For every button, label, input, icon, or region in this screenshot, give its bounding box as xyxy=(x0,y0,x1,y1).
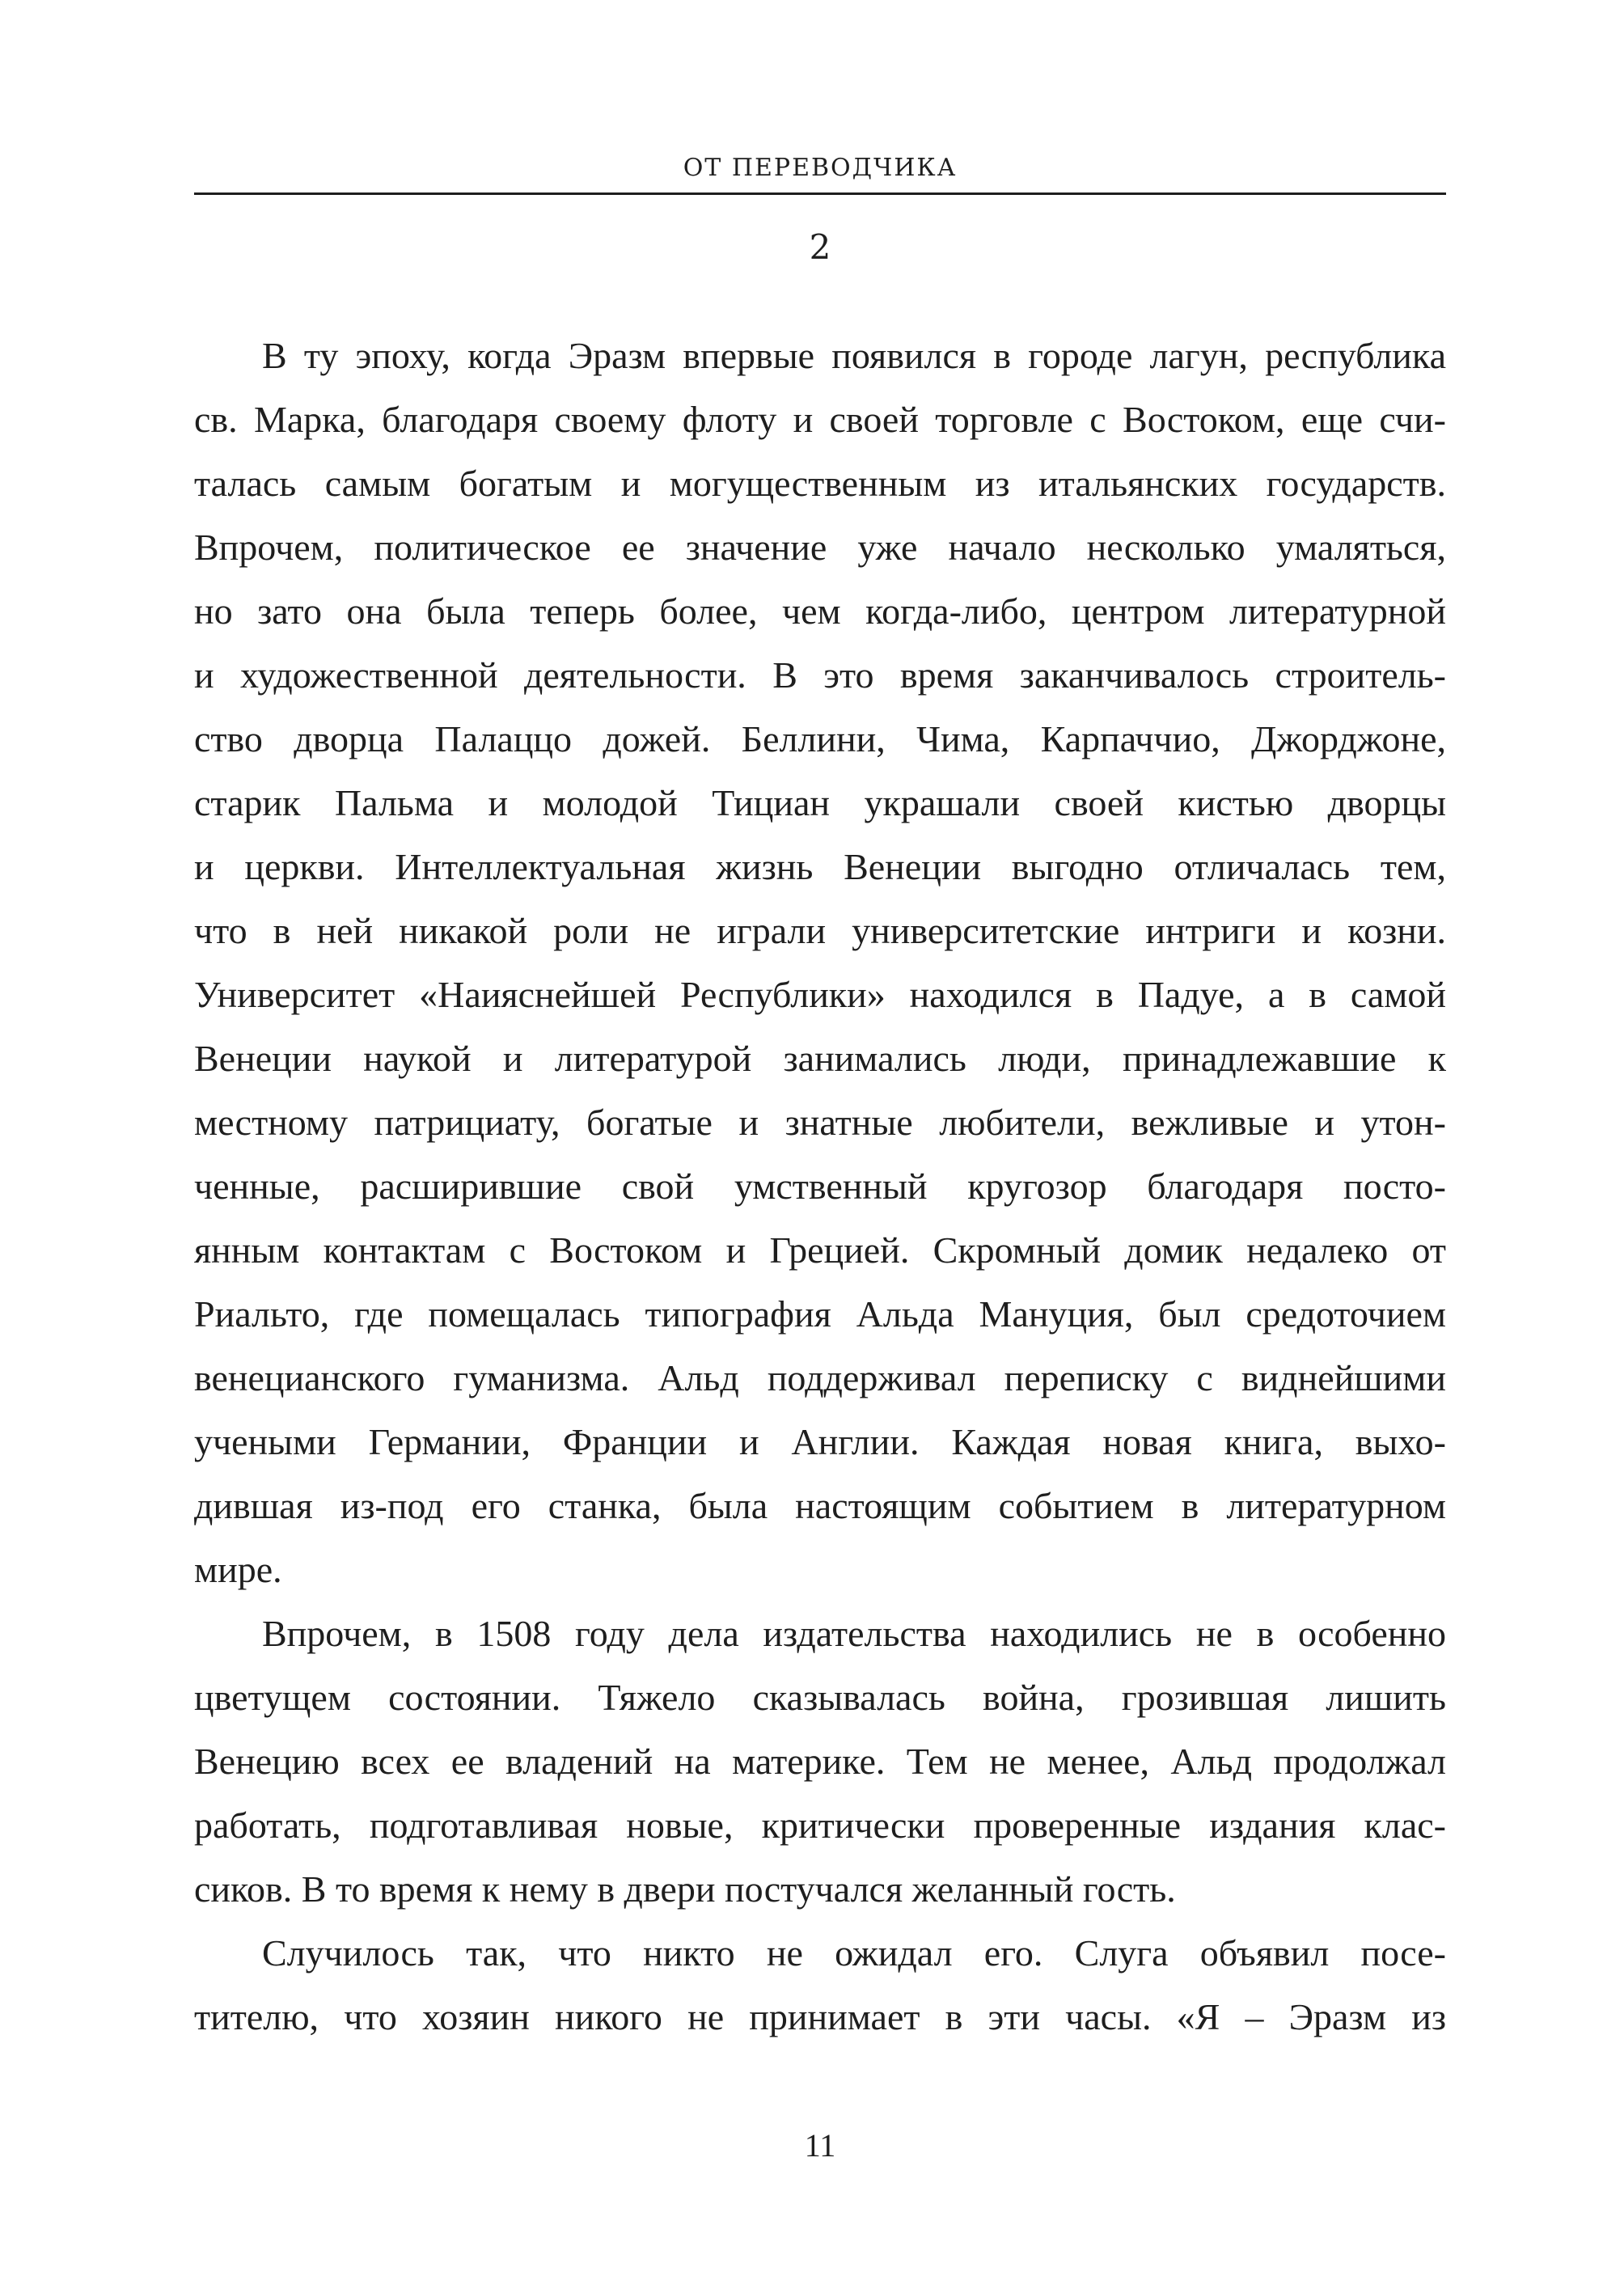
text-line: венецианского гуманизма. Альд поддерживал переписку с виднейшими xyxy=(194,1357,1446,1398)
text-line: старик Пальма и молодой Тициан украшали своей кистью дворцы xyxy=(194,782,1446,823)
text-line: работать, подготавливая новые, критически проверенные издания клас- xyxy=(194,1804,1446,1846)
text-line: мире. xyxy=(194,1549,282,1590)
text-line: учеными Германии, Франции и Англии. Каждая новая книга, выхо- xyxy=(194,1421,1446,1462)
text-line: св. Марка, благодаря своему флоту и своей торговле с Востоком, еще счи- xyxy=(194,399,1446,440)
text-line: сиков. В то время к нему в двери постучался желанный гость. xyxy=(194,1868,1176,1910)
paragraph xyxy=(194,1601,1446,1921)
text-line: местному патрициату, богатые и знатные любители, вежливые и утон- xyxy=(194,1102,1446,1143)
text-line: ство дворца Палаццо дожей. Беллини, Чима, Карпаччио, Джорджоне, xyxy=(194,718,1446,759)
text-line: В ту эпоху, когда Эразм впервые появился в городе лагун, республика xyxy=(262,335,1446,376)
header-rule xyxy=(194,192,1446,195)
text-line: талась самым богатым и могущественным из итальянских государств. xyxy=(194,463,1446,504)
text-line: Впрочем, в 1508 году дела издательства находились не в особенно xyxy=(262,1613,1446,1654)
text-line: тителю, что хозяин никого не принимает в эти часы. «Я – Эразм из xyxy=(194,1996,1446,2037)
section-number: 2 xyxy=(809,227,831,267)
page-number: 11 xyxy=(804,2127,836,2164)
text-line: и церкви. Интеллектуальная жизнь Венеции выгодно отличалась тем, xyxy=(194,846,1446,887)
paragraph xyxy=(194,1921,1446,2049)
text-line: янным контактам с Востоком и Грецией. Скромный домик недалеко от xyxy=(194,1229,1446,1271)
paragraph xyxy=(194,324,1446,1601)
text-line: ченные, расширившие свой умственный кругозор благодаря посто- xyxy=(194,1166,1446,1207)
text-line: дившая из-под его станка, была настоящим событием в литературном xyxy=(194,1485,1446,1526)
text-line: Венецию всех ее владений на материке. Тем не менее, Альд продолжал xyxy=(194,1741,1446,1782)
text-line: и художественной деятельности. В это время заканчивалось строитель- xyxy=(194,654,1446,696)
text-line: Риальто, где помещалась типография Альда Мануция, был средоточием xyxy=(194,1293,1446,1335)
text-line: что в ней никакой роли не играли университетские интриги и козни. xyxy=(194,910,1446,951)
text-line: Венеции наукой и литературой занимались люди, принадлежавшие к xyxy=(194,1038,1446,1079)
text-line: цветущем состоянии. Тяжело сказывалась война, грозившая лишить xyxy=(194,1677,1446,1718)
text-line: Университет «Наияснейшей Республики» находился в Падуе, а в самой xyxy=(194,974,1446,1015)
text-line: Случилось так, что никто не ожидал его. Слуга объявил посе- xyxy=(262,1932,1446,1974)
body-text xyxy=(194,324,1446,2049)
running-head: ОТ ПЕРЕВОДЧИКА xyxy=(683,154,958,182)
text-line: но зато она была теперь более, чем когда-либо, центром литературной xyxy=(194,590,1446,632)
text-line: Впрочем, политическое ее значение уже начало несколько умаляться, xyxy=(194,527,1446,568)
